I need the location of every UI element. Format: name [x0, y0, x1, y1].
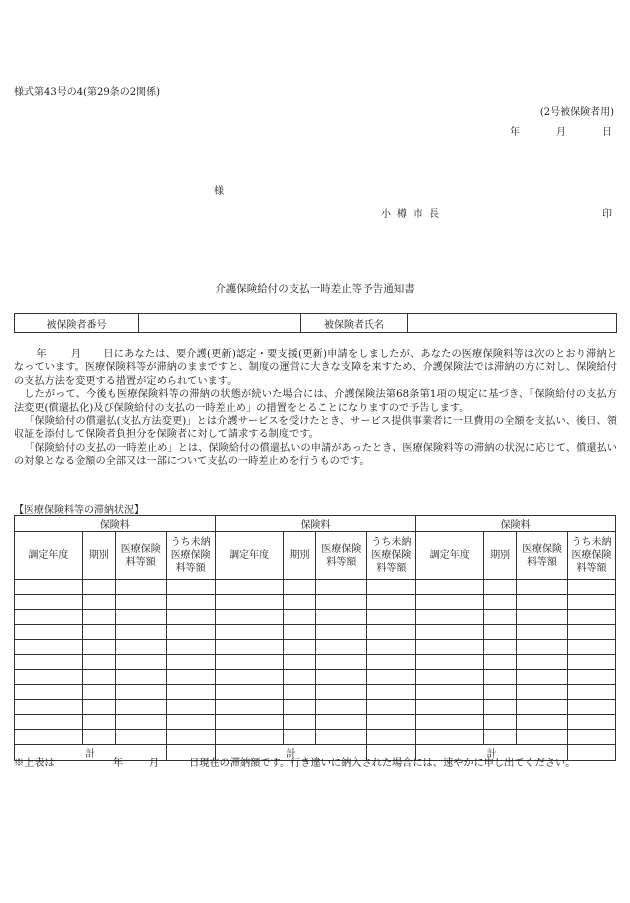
- table-cell[interactable]: [484, 730, 517, 745]
- col-header-unpaid: うち未納 医療保険 料等額: [166, 532, 215, 580]
- table-cell[interactable]: [166, 595, 215, 610]
- table-cell[interactable]: [517, 640, 568, 655]
- notice-body: [14, 348, 617, 469]
- table-cell[interactable]: [517, 700, 568, 715]
- issuer-name: 小樽市長: [381, 209, 445, 220]
- table-cell[interactable]: [367, 625, 416, 640]
- insured-name-field[interactable]: [408, 314, 617, 333]
- table-cell[interactable]: [316, 700, 367, 715]
- table-cell[interactable]: [115, 715, 166, 730]
- table-row: [15, 595, 616, 610]
- table-cell[interactable]: [15, 580, 83, 595]
- issue-date-day: 日: [602, 127, 612, 138]
- table-cell[interactable]: [416, 580, 484, 595]
- table-cell[interactable]: [484, 640, 517, 655]
- table-cell[interactable]: [416, 715, 484, 730]
- table-cell[interactable]: [568, 700, 616, 715]
- table-cell[interactable]: [416, 610, 484, 625]
- col-header-amount: 医療保険 料等額: [115, 532, 166, 580]
- table-cell[interactable]: [82, 655, 115, 670]
- table-cell[interactable]: [283, 670, 316, 685]
- table-cell[interactable]: [15, 625, 83, 640]
- table-cell[interactable]: [367, 700, 416, 715]
- table-row: [15, 730, 616, 745]
- insured-id-table: [14, 313, 617, 333]
- table-cell[interactable]: [15, 655, 83, 670]
- table-cell[interactable]: [82, 580, 115, 595]
- table-cell[interactable]: [367, 730, 416, 745]
- table-cell[interactable]: [316, 715, 367, 730]
- form-number: 様式第43号の4(第29条の2関係): [14, 87, 160, 98]
- table-cell[interactable]: [416, 640, 484, 655]
- col-header-amount: 医療保険 料等額: [316, 532, 367, 580]
- table-cell[interactable]: [517, 670, 568, 685]
- table-row: [15, 610, 616, 625]
- table-cell[interactable]: [568, 670, 616, 685]
- table-cell[interactable]: [367, 640, 416, 655]
- table-cell[interactable]: [416, 700, 484, 715]
- table-cell[interactable]: [283, 625, 316, 640]
- table-cell[interactable]: [215, 580, 283, 595]
- table-cell[interactable]: [517, 655, 568, 670]
- table-cell[interactable]: [316, 625, 367, 640]
- table-row: [15, 670, 616, 685]
- table-cell[interactable]: [15, 685, 83, 700]
- arrears-table: [14, 515, 616, 761]
- table-cell[interactable]: [82, 625, 115, 640]
- arrears-section-label: 【医療保険料等の滞納状況】: [14, 505, 144, 516]
- table-cell[interactable]: [416, 730, 484, 745]
- insured-number-label: 被保険者番号: [15, 314, 139, 333]
- table-cell[interactable]: [568, 640, 616, 655]
- total-label: 計: [15, 745, 167, 761]
- table-cell[interactable]: [15, 610, 83, 625]
- table-cell[interactable]: [82, 700, 115, 715]
- recipient-suffix: 様: [214, 186, 224, 197]
- table-cell[interactable]: [568, 655, 616, 670]
- table-cell[interactable]: [283, 715, 316, 730]
- table-cell[interactable]: [367, 655, 416, 670]
- table-cell[interactable]: [568, 580, 616, 595]
- table-cell[interactable]: [283, 595, 316, 610]
- table-cell[interactable]: [166, 700, 215, 715]
- table-cell[interactable]: [82, 610, 115, 625]
- table-cell[interactable]: [517, 625, 568, 640]
- col-header-year: 調定年度: [416, 532, 484, 580]
- table-cell[interactable]: [484, 625, 517, 640]
- col-header-period: 期別: [484, 532, 517, 580]
- group-header-2: 保険料: [215, 516, 416, 532]
- insured-number-field[interactable]: [139, 314, 301, 333]
- column-header-row: [15, 532, 616, 580]
- table-cell[interactable]: [115, 670, 166, 685]
- table-cell[interactable]: [82, 730, 115, 745]
- table-cell[interactable]: [82, 715, 115, 730]
- table-cell[interactable]: [215, 610, 283, 625]
- table-cell[interactable]: [215, 670, 283, 685]
- table-cell[interactable]: [568, 610, 616, 625]
- table-row: [15, 640, 616, 655]
- table-cell[interactable]: [215, 730, 283, 745]
- col-header-period: 期別: [82, 532, 115, 580]
- table-cell[interactable]: [215, 715, 283, 730]
- table-cell[interactable]: [15, 700, 83, 715]
- table-cell[interactable]: [416, 595, 484, 610]
- group-header-3: 保険料: [416, 516, 616, 532]
- table-cell[interactable]: [15, 715, 83, 730]
- table-cell[interactable]: [484, 655, 517, 670]
- col-header-year: 調定年度: [15, 532, 83, 580]
- table-cell[interactable]: [416, 655, 484, 670]
- table-cell[interactable]: [517, 610, 568, 625]
- table-row: [15, 715, 616, 730]
- document-title: 介護保険給付の支払一時差止等予告通知書: [215, 283, 415, 295]
- notice-paragraph-3: 「保険給付の償還払(支払方法変更)」とは介護サービスを受けたとき、サービス提供事業者に一旦費用の全額を支払い、後日、領収証を添付して保険者負担分を保険者に対して請求する制度です。: [14, 416, 617, 441]
- table-cell[interactable]: [316, 655, 367, 670]
- table-cell[interactable]: [283, 610, 316, 625]
- table-cell[interactable]: [166, 715, 215, 730]
- table-cell[interactable]: [484, 670, 517, 685]
- table-cell[interactable]: [82, 670, 115, 685]
- table-cell[interactable]: [316, 730, 367, 745]
- table-cell[interactable]: [115, 610, 166, 625]
- table-cell[interactable]: [166, 670, 215, 685]
- table-cell[interactable]: [15, 730, 83, 745]
- table-cell[interactable]: [517, 715, 568, 730]
- table-cell[interactable]: [115, 595, 166, 610]
- table-cell[interactable]: [115, 580, 166, 595]
- table-row: [15, 580, 616, 595]
- col-header-unpaid: うち未納 医療保険 料等額: [568, 532, 616, 580]
- col-header-unpaid: うち未納 医療保険 料等額: [367, 532, 416, 580]
- table-cell[interactable]: [283, 730, 316, 745]
- table-cell[interactable]: [115, 640, 166, 655]
- table-cell[interactable]: [166, 685, 215, 700]
- col-header-year: 調定年度: [215, 532, 283, 580]
- table-cell[interactable]: [367, 580, 416, 595]
- notice-paragraph-4: 「保険給付の支払の一時差止め」とは、保険給付の償還払いの申請があったとき、医療保険料等の滞納の状況に応じて、償還払いの対象となる金額の全部又は一部について支払の一時差止めを行うものです。: [14, 442, 617, 468]
- table-cell[interactable]: [484, 610, 517, 625]
- table-cell[interactable]: [367, 670, 416, 685]
- table-cell[interactable]: [316, 685, 367, 700]
- insured-name-label: 被保険者氏名: [301, 314, 408, 333]
- table-cell[interactable]: [316, 595, 367, 610]
- insured-type-label: (2号被保険者用): [539, 107, 614, 118]
- table-cell[interactable]: [15, 640, 83, 655]
- seal-mark: 印: [602, 209, 612, 220]
- table-cell[interactable]: [82, 640, 115, 655]
- table-cell[interactable]: [82, 685, 115, 700]
- table-cell[interactable]: [568, 715, 616, 730]
- table-cell[interactable]: [316, 580, 367, 595]
- table-cell[interactable]: [316, 610, 367, 625]
- table-cell[interactable]: [15, 595, 83, 610]
- table-cell[interactable]: [517, 595, 568, 610]
- table-cell[interactable]: [166, 610, 215, 625]
- table-cell[interactable]: [15, 670, 83, 685]
- table-cell[interactable]: [215, 700, 283, 715]
- table-cell[interactable]: [166, 655, 215, 670]
- table-cell[interactable]: [283, 655, 316, 670]
- table-cell[interactable]: [367, 595, 416, 610]
- notice-paragraph-1: 年 月 日にあなたは、要介護(更新)認定・要支援(更新)申請をしましたが、あなたの医療保険料等は次のとおり滞納となっています。医療保険料等が滞納のままですと、制度の運営に大きな支障を来すため、介護保険法では滞納の方に対し、保険給付の支払方法を変更する措置が定められています。: [14, 349, 617, 387]
- issue-date-month: 月: [556, 127, 566, 138]
- table-row: [15, 625, 616, 640]
- arrears-table-body: [15, 580, 616, 761]
- table-cell[interactable]: [416, 670, 484, 685]
- issue-date-year: 年: [510, 127, 520, 138]
- table-cell[interactable]: [484, 700, 517, 715]
- table-cell[interactable]: [115, 685, 166, 700]
- table-cell[interactable]: [115, 655, 166, 670]
- table-cell[interactable]: [166, 625, 215, 640]
- table-row: [15, 655, 616, 670]
- table-cell[interactable]: [517, 580, 568, 595]
- table-cell[interactable]: [115, 625, 166, 640]
- table-cell[interactable]: [82, 595, 115, 610]
- table-cell[interactable]: [367, 685, 416, 700]
- table-cell[interactable]: [568, 730, 616, 745]
- table-cell[interactable]: [568, 625, 616, 640]
- table-cell[interactable]: [484, 715, 517, 730]
- table-cell[interactable]: [484, 595, 517, 610]
- table-cell[interactable]: [166, 730, 215, 745]
- table-cell[interactable]: [215, 685, 283, 700]
- table-cell[interactable]: [215, 595, 283, 610]
- table-cell[interactable]: [367, 610, 416, 625]
- table-cell[interactable]: [115, 700, 166, 715]
- table-cell[interactable]: [568, 685, 616, 700]
- table-cell[interactable]: [416, 685, 484, 700]
- issue-date: [510, 123, 612, 138]
- total-label: 計: [215, 745, 367, 761]
- table-cell[interactable]: [416, 625, 484, 640]
- table-cell[interactable]: [316, 670, 367, 685]
- footer-note: ※上表は 年 月 日現在の滞納額です。行き違いに納入された場合には、速やかに申し出てください。: [14, 758, 576, 769]
- table-cell[interactable]: [283, 685, 316, 700]
- notice-paragraph-2: したがって、今後も医療保険料等の滞納の状態が続いた場合には、介護保険法第68条第1項の規定に基づき、「保険給付の支払方法変更(償還払化)及び保険給付の支払の一時差止め」の措置をとることになりますので予告します。: [14, 389, 617, 414]
- col-header-amount: 医療保険 料等額: [517, 532, 568, 580]
- total-label: 計: [416, 745, 568, 761]
- table-cell[interactable]: [283, 700, 316, 715]
- table-cell[interactable]: [215, 655, 283, 670]
- table-row: [15, 700, 616, 715]
- table-cell[interactable]: [283, 580, 316, 595]
- table-cell[interactable]: [568, 595, 616, 610]
- table-cell[interactable]: [283, 640, 316, 655]
- table-cell[interactable]: [517, 685, 568, 700]
- table-cell[interactable]: [166, 640, 215, 655]
- table-cell[interactable]: [517, 730, 568, 745]
- table-cell[interactable]: [166, 580, 215, 595]
- table-cell[interactable]: [115, 730, 166, 745]
- col-header-period: 期別: [283, 532, 316, 580]
- table-row: [15, 685, 616, 700]
- table-cell[interactable]: [484, 580, 517, 595]
- table-cell[interactable]: [484, 685, 517, 700]
- table-cell[interactable]: [215, 625, 283, 640]
- table-cell[interactable]: [367, 715, 416, 730]
- group-header-1: 保険料: [15, 516, 216, 532]
- table-cell[interactable]: [215, 640, 283, 655]
- table-cell[interactable]: [316, 640, 367, 655]
